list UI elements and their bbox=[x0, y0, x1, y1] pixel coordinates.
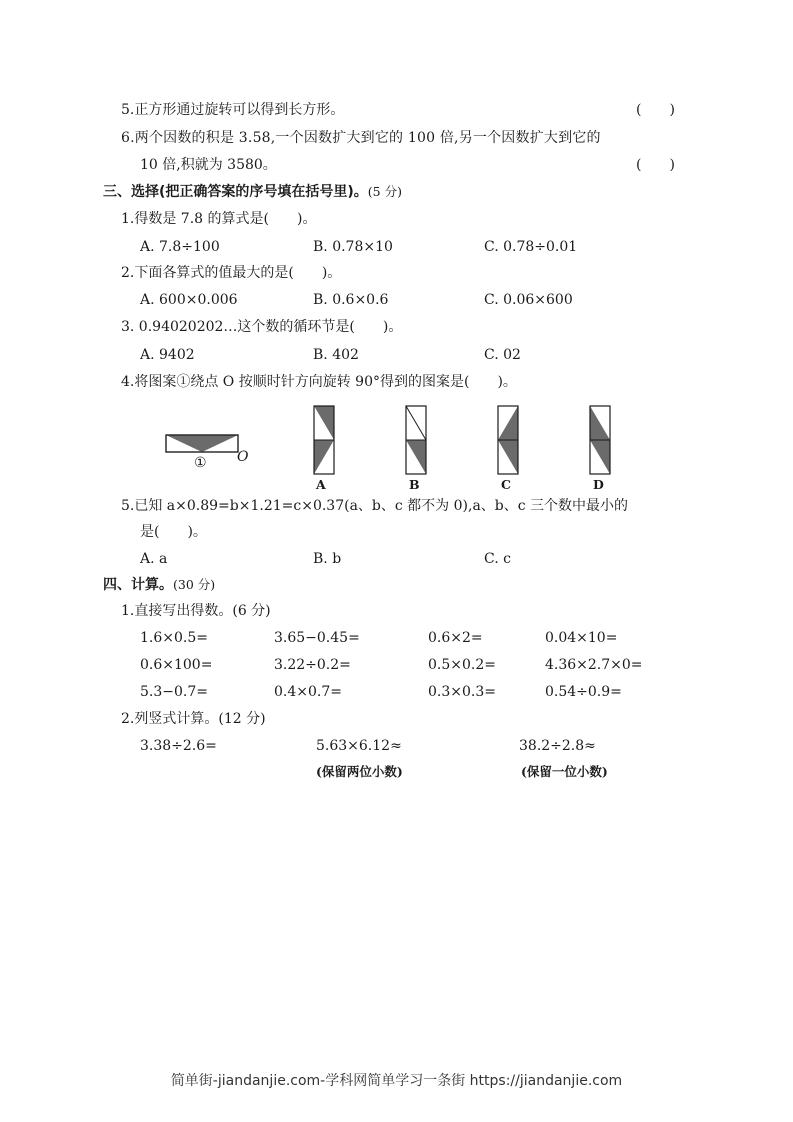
vertical-calc-3-note: (保留一位小数) bbox=[521, 764, 608, 779]
s3-q5-option-a[interactable]: A. a bbox=[140, 551, 168, 567]
footer-watermark: 简单街-jiandanjie.com-学科网简单学习一条街 https://jiandanjie.com bbox=[170, 1073, 623, 1089]
s3-q2-option-c[interactable]: C. 0.06×600 bbox=[484, 292, 573, 308]
section3-score: (5 分) bbox=[367, 184, 402, 199]
judge-q6-line2: 10 倍,积就为 3580。 bbox=[140, 157, 277, 173]
s3-q3-stem: 3. 0.94020202…这个数的循环节是( )。 bbox=[121, 319, 403, 335]
s3-q2-option-b[interactable]: B. 0.6×0.6 bbox=[313, 292, 389, 308]
calc-r3-c2[interactable]: 0.4×0.7= bbox=[274, 684, 342, 700]
option-d-label: D bbox=[593, 477, 604, 492]
s4-q2-stem: 2.列竖式计算。(12 分) bbox=[121, 711, 266, 727]
s3-q1-option-b[interactable]: B. 0.78×10 bbox=[313, 239, 393, 255]
vertical-calc-1[interactable]: 3.38÷2.6= bbox=[140, 738, 217, 754]
calc-r2-c1[interactable]: 0.6×100= bbox=[140, 657, 213, 673]
vertical-calc-3[interactable]: 38.2÷2.8≈ bbox=[519, 738, 596, 754]
option-b-figure[interactable] bbox=[404, 404, 428, 476]
vertical-calc-2[interactable]: 5.63×6.12≈ bbox=[316, 738, 402, 754]
option-a-figure[interactable] bbox=[312, 404, 336, 476]
calc-r2-c2[interactable]: 3.22÷0.2= bbox=[274, 657, 351, 673]
judge-q5-blank[interactable]: ( ) bbox=[636, 102, 675, 118]
s3-q1-stem: 1.得数是 7.8 的算式是( )。 bbox=[121, 211, 317, 227]
option-c-figure[interactable] bbox=[496, 404, 520, 476]
s3-q5-line1: 5.已知 a×0.89=b×1.21=c×0.37(a、b、c 都不为 0),a、b、c 三个数中最小的 bbox=[121, 498, 629, 514]
s3-q3-option-b[interactable]: B. 402 bbox=[313, 347, 359, 363]
s3-q2-stem: 2.下面各算式的值最大的是( )。 bbox=[121, 265, 342, 281]
calc-r1-c1[interactable]: 1.6×0.5= bbox=[140, 630, 208, 646]
point-o-label: O bbox=[237, 449, 249, 465]
vertical-calc-2-note: (保留两位小数) bbox=[316, 764, 403, 779]
section4-heading bbox=[103, 576, 215, 594]
option-b-label: B bbox=[409, 477, 420, 492]
s3-q3-option-c[interactable]: C. 02 bbox=[484, 347, 521, 363]
s3-q4-stem: 4.将图案①绕点 O 按顺时针方向旋转 90°得到的图案是( )。 bbox=[121, 374, 517, 390]
calc-r1-c4[interactable]: 0.04×10= bbox=[545, 630, 618, 646]
option-d-figure[interactable] bbox=[588, 404, 612, 476]
s3-q1-option-a[interactable]: A. 7.8÷100 bbox=[140, 239, 220, 255]
s4-q1-stem: 1.直接写出得数。(6 分) bbox=[121, 603, 271, 619]
section3-title: 三、选择(把正确答案的序号填在括号里)。 bbox=[103, 184, 368, 200]
calc-r1-c3[interactable]: 0.6×2= bbox=[428, 630, 483, 646]
s3-q5-line2: 是( )。 bbox=[140, 524, 207, 540]
calc-r2-c4[interactable]: 4.36×2.7×0= bbox=[545, 657, 643, 673]
calc-r2-c3[interactable]: 0.5×0.2= bbox=[428, 657, 496, 673]
s3-q5-option-b[interactable]: B. b bbox=[313, 551, 342, 567]
pattern-1-label: ① bbox=[194, 455, 207, 471]
judge-q5-text: 5.正方形通过旋转可以得到长方形。 bbox=[121, 102, 345, 118]
section3-heading bbox=[103, 183, 402, 201]
calc-r1-c2[interactable]: 3.65−0.45= bbox=[274, 630, 360, 646]
option-a-label: A bbox=[316, 477, 326, 492]
s3-q5-option-c[interactable]: C. c bbox=[484, 551, 511, 567]
judge-q6-line1: 6.两个因数的积是 3.58,一个因数扩大到它的 100 倍,另一个因数扩大到它的 bbox=[121, 130, 601, 146]
s3-q3-option-a[interactable]: A. 9402 bbox=[140, 347, 195, 363]
s3-q2-option-a[interactable]: A. 600×0.006 bbox=[140, 292, 238, 308]
calc-r3-c4[interactable]: 0.54÷0.9= bbox=[545, 684, 622, 700]
judge-q6-blank[interactable]: ( ) bbox=[636, 157, 675, 173]
calc-r3-c1[interactable]: 5.3−0.7= bbox=[140, 684, 208, 700]
section4-score: (30 分) bbox=[173, 577, 216, 592]
calc-r3-c3[interactable]: 0.3×0.3= bbox=[428, 684, 496, 700]
option-c-label: C bbox=[501, 477, 511, 492]
s3-q1-option-c[interactable]: C. 0.78÷0.01 bbox=[484, 239, 578, 255]
section4-title: 四、计算。 bbox=[103, 577, 173, 593]
